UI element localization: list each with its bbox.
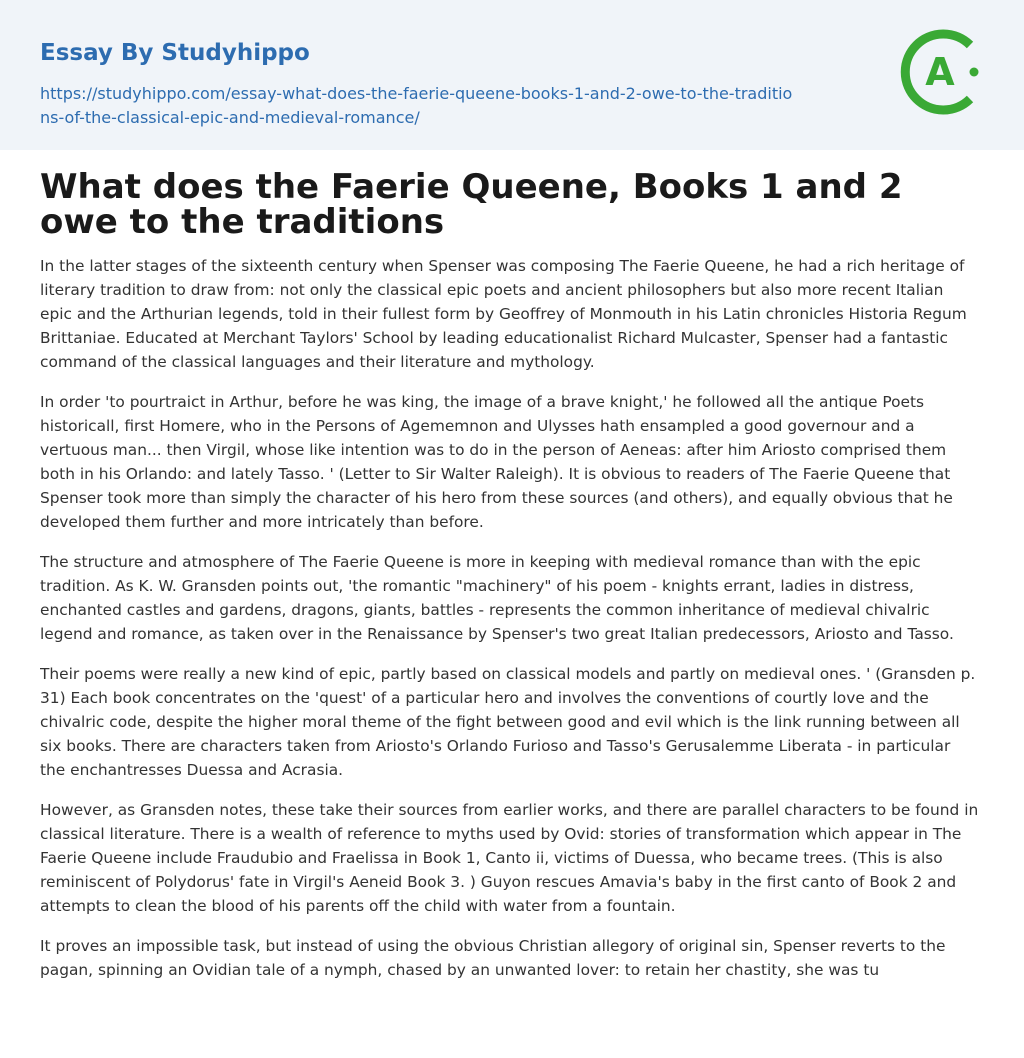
article-paragraph-4: Their poems were really a new kind of epic, partly based on classical models and partly on medieval ones. ' (Gransden p. 31) Each book concentrates on the 'quest' of a particular hero and involves the conventions of courtly love and the chivalric code, despite the higher moral theme of the fight between good and evil which is the link running between all six books. There are characters taken from Ariosto's Orlando Furioso and Tasso's Gerusalemme Liberata - in particular the enchantresses Duessa and Acrasia. [40,665,976,779]
page-header [0,0,1024,150]
studyhippo-logo-icon[interactable] [898,28,986,116]
article-paragraph-6: It proves an impossible task, but instead of using the obvious Christian allegory of original sin, Spenser reverts to the pagan, spinning an Ovidian tale of a nymph, chased by an unwanted lover: to retain her chastity, she was tu [40,937,946,979]
article-paragraph-3: The structure and atmosphere of The Faerie Queene is more in keeping with medieval romance than with the epic tradition. As K. W. Gransden points out, 'the romantic "machinery" of his poem - knights errant, ladies in distress, enchanted castles and gardens, dragons, giants, battles - represents the common inheritance of medieval chivalric legend and romance, as taken over in the Renaissance by Spenser's two great Italian predecessors, Ariosto and Tasso. [40,553,954,643]
logo-letter: A [925,50,955,94]
article-paragraph-2: In order 'to pourtraict in Arthur, before he was king, the image of a brave knight,' he followed all the antique Poets historicall, first Homere, who in the Persons of Agememnon and Ulysses hath ensampled a good governour and a vertuous man... then Virgil, whose like intention was to do in the person of Aeneas: after him Ariosto comprised them both in his Orlando: and lately Tasso. ' (Letter to Sir Walter Raleigh). It is obvious to readers of The Faerie Queene that Spenser took more than simply the character of his hero from these sources (and others), and equally obvious that he developed them further and more intricately than before. [40,393,953,531]
site-brand[interactable]: Essay By Studyhippo [40,40,310,66]
article-paragraph-1: In the latter stages of the sixteenth century when Spenser was composing The Faerie Queene, he had a rich heritage of literary tradition to draw from: not only the classical epic poets and ancient philosophers but also more recent Italian epic and the Arthurian legends, told in their fullest form by Geoffrey of Monmouth in his Latin chronicles Historia Regum Brittaniae. Educated at Merchant Taylors' School by leading educationalist Richard Mulcaster, Spenser had a fantastic command of the classical languages and their literature and mythology. [40,257,967,371]
essay-url-link[interactable]: https://studyhippo.com/essay-what-does-the-faerie-queene-books-1-and-2-owe-to-the-traditions-of-the-classical-epic-and-medieval-romance/ [40,84,793,127]
article-paragraph-5: However, as Gransden notes, these take their sources from earlier works, and there are parallel characters to be found in classical literature. There is a wealth of reference to myths used by Ovid: stories of transformation which appear in The Faerie Queene include Fraudubio and Fraelissa in Book 1, Canto ii, victims of Duessa, who became trees. (This is also reminiscent of Polydorus' fate in Virgil's Aeneid Book 3. ) Guyon rescues Amavia's baby in the first canto of Book 2 and attempts to clean the blood of his parents off the child with water from a fountain. [40,801,979,915]
article-body [40,170,980,1050]
article-title: What does the Faerie Queene, Books 1 and 2 owe to the traditions [40,170,903,242]
